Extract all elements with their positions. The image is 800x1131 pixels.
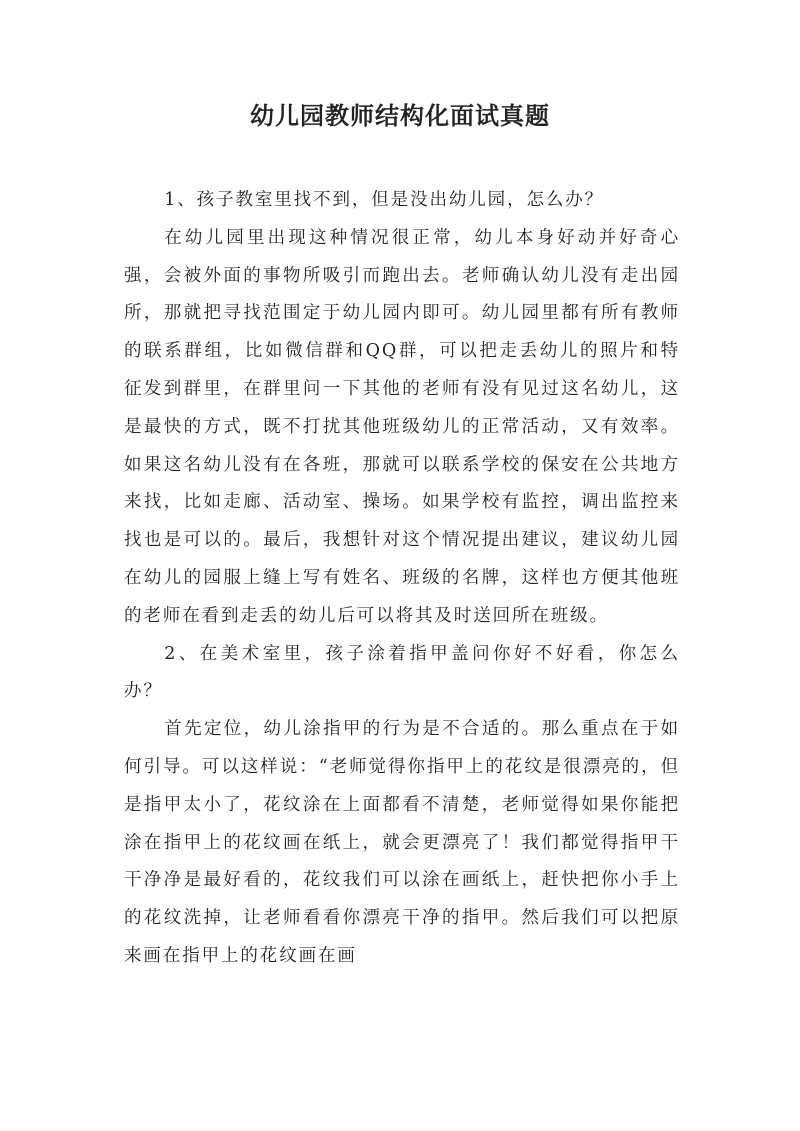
question-1: 1、孩子教室里找不到，但是没出幼儿园，怎么办？ xyxy=(164,190,605,210)
answer-1: 在幼儿园里出现这种情况很正常，幼儿本身好动并好奇心强，会被外面的事物所吸引而跑出去。老师确认幼儿没有走出园所，那就把寻找范围定于幼儿园内即可。幼儿园里都有所有教师的联系群组，比如微信群和QQ群，可以把走丢幼儿的照片和特征发到群里，在群里问一下其他的老师有没有见过这名幼儿，这是最快的方式，既不打扰其他班级幼儿的正常活动，又有效率。如果这名幼儿没有在各班，那就可以联系学校的保安在公共地方来找，比如走廊、活动室、操场。如果学校有监控，调出监控来找也是可以的。最后，我想针对这个情况提出建议，建议幼儿园在幼儿的园服上缝上写有姓名、班级的名牌，这样也方便其他班的老师在看到走丢的幼儿后可以将其及时送回所在班级。 xyxy=(124,227,680,626)
document-title: 幼儿园教师结构化面试真题 xyxy=(250,102,550,130)
answer-2: 首先定位，幼儿涂指甲的行为是不合适的。那么重点在于如何引导。可以这样说：“老师觉得你指甲上的花纹是很漂亮的，但是指甲太小了，花纹涂在上面都看不清楚，老师觉得如果你能把涂在指甲上的花纹画在纸上，就会更漂亮了！我们都觉得指甲干干净净是最好看的，花纹我们可以涂在画纸上，赶快把你小手上的花纹洗掉，让老师看看你漂亮干净的指甲。然后我们可以把原来画在指甲上的花纹画在画 xyxy=(124,719,680,966)
question-2: 2、在美术室里，孩子涂着指甲盖问你好不好看，你怎么办？ xyxy=(124,643,680,702)
document-body xyxy=(124,182,680,976)
